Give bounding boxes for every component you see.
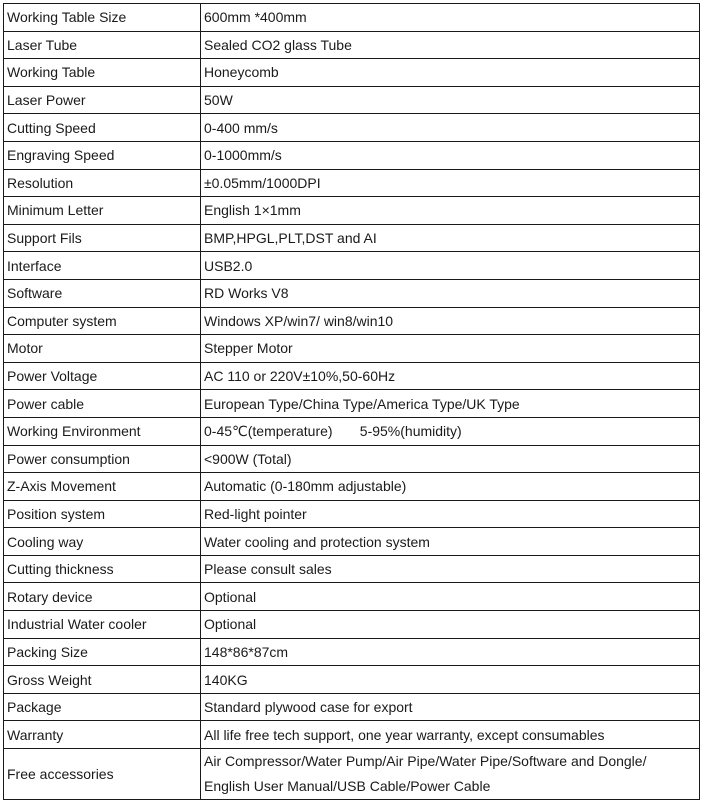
table-row — [4, 197, 700, 225]
spec-value: Optional — [201, 611, 700, 639]
spec-label: Support Fils — [4, 224, 201, 252]
spec-value: 0-1000mm/s — [201, 141, 700, 169]
spec-value: 0-400 mm/s — [201, 114, 700, 142]
spec-value: Water cooling and protection system — [201, 528, 700, 556]
table-row — [4, 500, 700, 528]
spec-value: RD Works V8 — [201, 279, 700, 307]
table-row — [4, 307, 700, 335]
spec-label: Position system — [4, 500, 201, 528]
spec-label: Packing Size — [4, 638, 201, 666]
spec-label: Free accessories — [4, 749, 201, 800]
spec-value: ±0.05mm/1000DPI — [201, 169, 700, 197]
spec-value: English 1×1mm — [201, 197, 700, 225]
spec-label: Power Voltage — [4, 362, 201, 390]
table-row — [4, 4, 700, 32]
spec-label: Cooling way — [4, 528, 201, 556]
table-row — [4, 390, 700, 418]
spec-value: Stepper Motor — [201, 335, 700, 363]
table-row — [4, 335, 700, 363]
table-row — [4, 749, 700, 800]
spec-value: USB2.0 — [201, 252, 700, 280]
table-row — [4, 693, 700, 721]
table-row — [4, 86, 700, 114]
spec-value: 600mm *400mm — [201, 4, 700, 32]
spec-value: AC 110 or 220V±10%,50-60Hz — [201, 362, 700, 390]
spec-label: Cutting Speed — [4, 114, 201, 142]
table-row — [4, 528, 700, 556]
spec-table-body — [4, 4, 700, 800]
spec-label: Interface — [4, 252, 201, 280]
spec-label: Minimum Letter — [4, 197, 201, 225]
table-row — [4, 169, 700, 197]
spec-value: Please consult sales — [201, 555, 700, 583]
table-row — [4, 555, 700, 583]
spec-label: Package — [4, 693, 201, 721]
spec-label: Z-Axis Movement — [4, 473, 201, 501]
spec-label: Power cable — [4, 390, 201, 418]
spec-value: Standard plywood case for export — [201, 693, 700, 721]
table-row — [4, 59, 700, 87]
spec-label: Computer system — [4, 307, 201, 335]
spec-value: Air Compressor/Water Pump/Air Pipe/Water Pipe/Software and Dongle/ English User Manual/USB Cable/Power Cable — [201, 749, 700, 800]
spec-label: Resolution — [4, 169, 201, 197]
spec-value: Red-light pointer — [201, 500, 700, 528]
spec-label: Power consumption — [4, 445, 201, 473]
table-row — [4, 279, 700, 307]
spec-label: Laser Tube — [4, 31, 201, 59]
table-row — [4, 638, 700, 666]
spec-label: Engraving Speed — [4, 141, 201, 169]
table-row — [4, 583, 700, 611]
table-row — [4, 141, 700, 169]
table-row — [4, 362, 700, 390]
table-row — [4, 224, 700, 252]
spec-label: Cutting thickness — [4, 555, 201, 583]
spec-table — [3, 3, 700, 800]
spec-label: Rotary device — [4, 583, 201, 611]
spec-value: BMP,HPGL,PLT,DST and AI — [201, 224, 700, 252]
table-row — [4, 417, 700, 445]
spec-label: Laser Power — [4, 86, 201, 114]
spec-label: Working Environment — [4, 417, 201, 445]
spec-value: Windows XP/win7/ win8/win10 — [201, 307, 700, 335]
table-row — [4, 445, 700, 473]
spec-label: Gross Weight — [4, 666, 201, 694]
table-row — [4, 666, 700, 694]
spec-value: 148*86*87cm — [201, 638, 700, 666]
spec-value: <900W (Total) — [201, 445, 700, 473]
table-row — [4, 252, 700, 280]
spec-value: Optional — [201, 583, 700, 611]
spec-label: Industrial Water cooler — [4, 611, 201, 639]
spec-value: European Type/China Type/America Type/UK Type — [201, 390, 700, 418]
table-row — [4, 114, 700, 142]
table-row — [4, 721, 700, 749]
spec-value: 0-45℃(temperature) 5-95%(humidity) — [201, 417, 700, 445]
spec-label: Warranty — [4, 721, 201, 749]
spec-label: Motor — [4, 335, 201, 363]
spec-value: All life free tech support, one year warranty, except consumables — [201, 721, 700, 749]
spec-value: Automatic (0-180mm adjustable) — [201, 473, 700, 501]
spec-value: Sealed CO2 glass Tube — [201, 31, 700, 59]
spec-label: Software — [4, 279, 201, 307]
spec-value: 140KG — [201, 666, 700, 694]
table-row — [4, 31, 700, 59]
spec-value: Honeycomb — [201, 59, 700, 87]
spec-label: Working Table Size — [4, 4, 201, 32]
table-row — [4, 611, 700, 639]
table-row — [4, 473, 700, 501]
spec-label: Working Table — [4, 59, 201, 87]
spec-value: 50W — [201, 86, 700, 114]
